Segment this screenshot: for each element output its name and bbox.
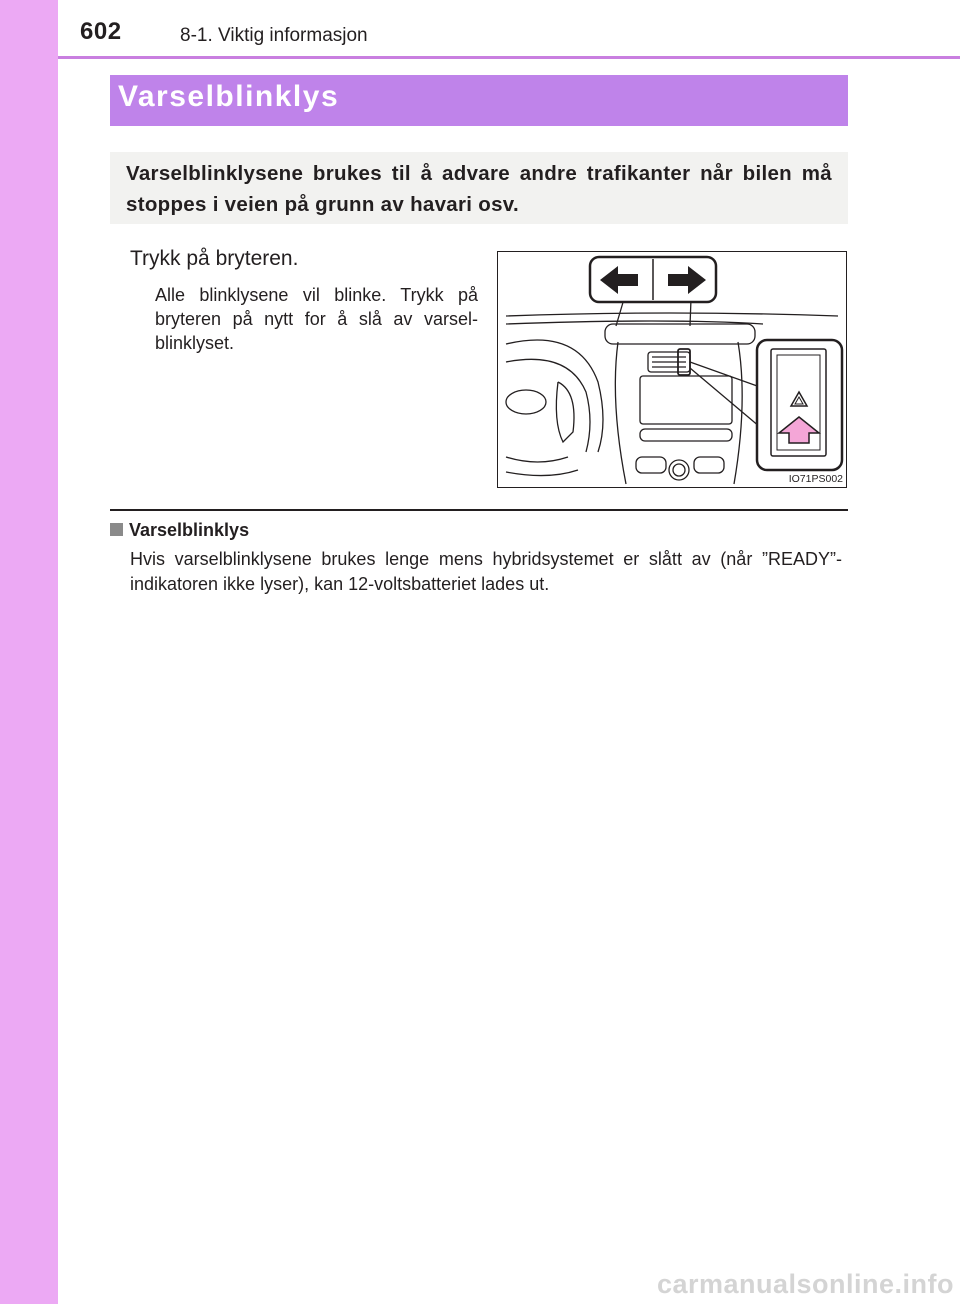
chapter-title: 8-1. Viktig informasjon <box>180 25 368 46</box>
note-text: Hvis varselblinklysene brukes lenge mens hybridsystemet er slått av (når ”READY”-indikatoren ikke lyser), kan 12-voltsbatteriet lades ut. <box>130 549 842 594</box>
intro-text: Varselblinklysene brukes til å advare andre trafikanter når bilen må stoppes i veien på grunn av havari osv. <box>126 162 832 216</box>
note-heading-text: Varselblinklys <box>129 520 250 540</box>
section-title-bar <box>110 75 848 126</box>
bullet-square-icon <box>110 523 123 536</box>
note-heading <box>110 520 249 541</box>
figure-code: IO71PS002 <box>788 473 843 485</box>
page-number: 602 <box>80 18 122 45</box>
dashboard-illustration <box>498 252 846 487</box>
intro-box <box>110 152 848 224</box>
watermark: carmanualsonline.info <box>656 1269 954 1299</box>
section-title: Varselblinklys <box>118 80 340 113</box>
section-divider <box>110 509 848 511</box>
hazard-switch-figure <box>497 251 847 488</box>
side-strip <box>0 0 58 1304</box>
header-rule <box>58 56 960 59</box>
instruction-detail: Alle blinklysene vil blinke. Trykk på bryteren på nytt for å slå av varsel-blinklyset. <box>155 285 478 353</box>
instruction-step: Trykk på bryteren. <box>130 247 299 270</box>
